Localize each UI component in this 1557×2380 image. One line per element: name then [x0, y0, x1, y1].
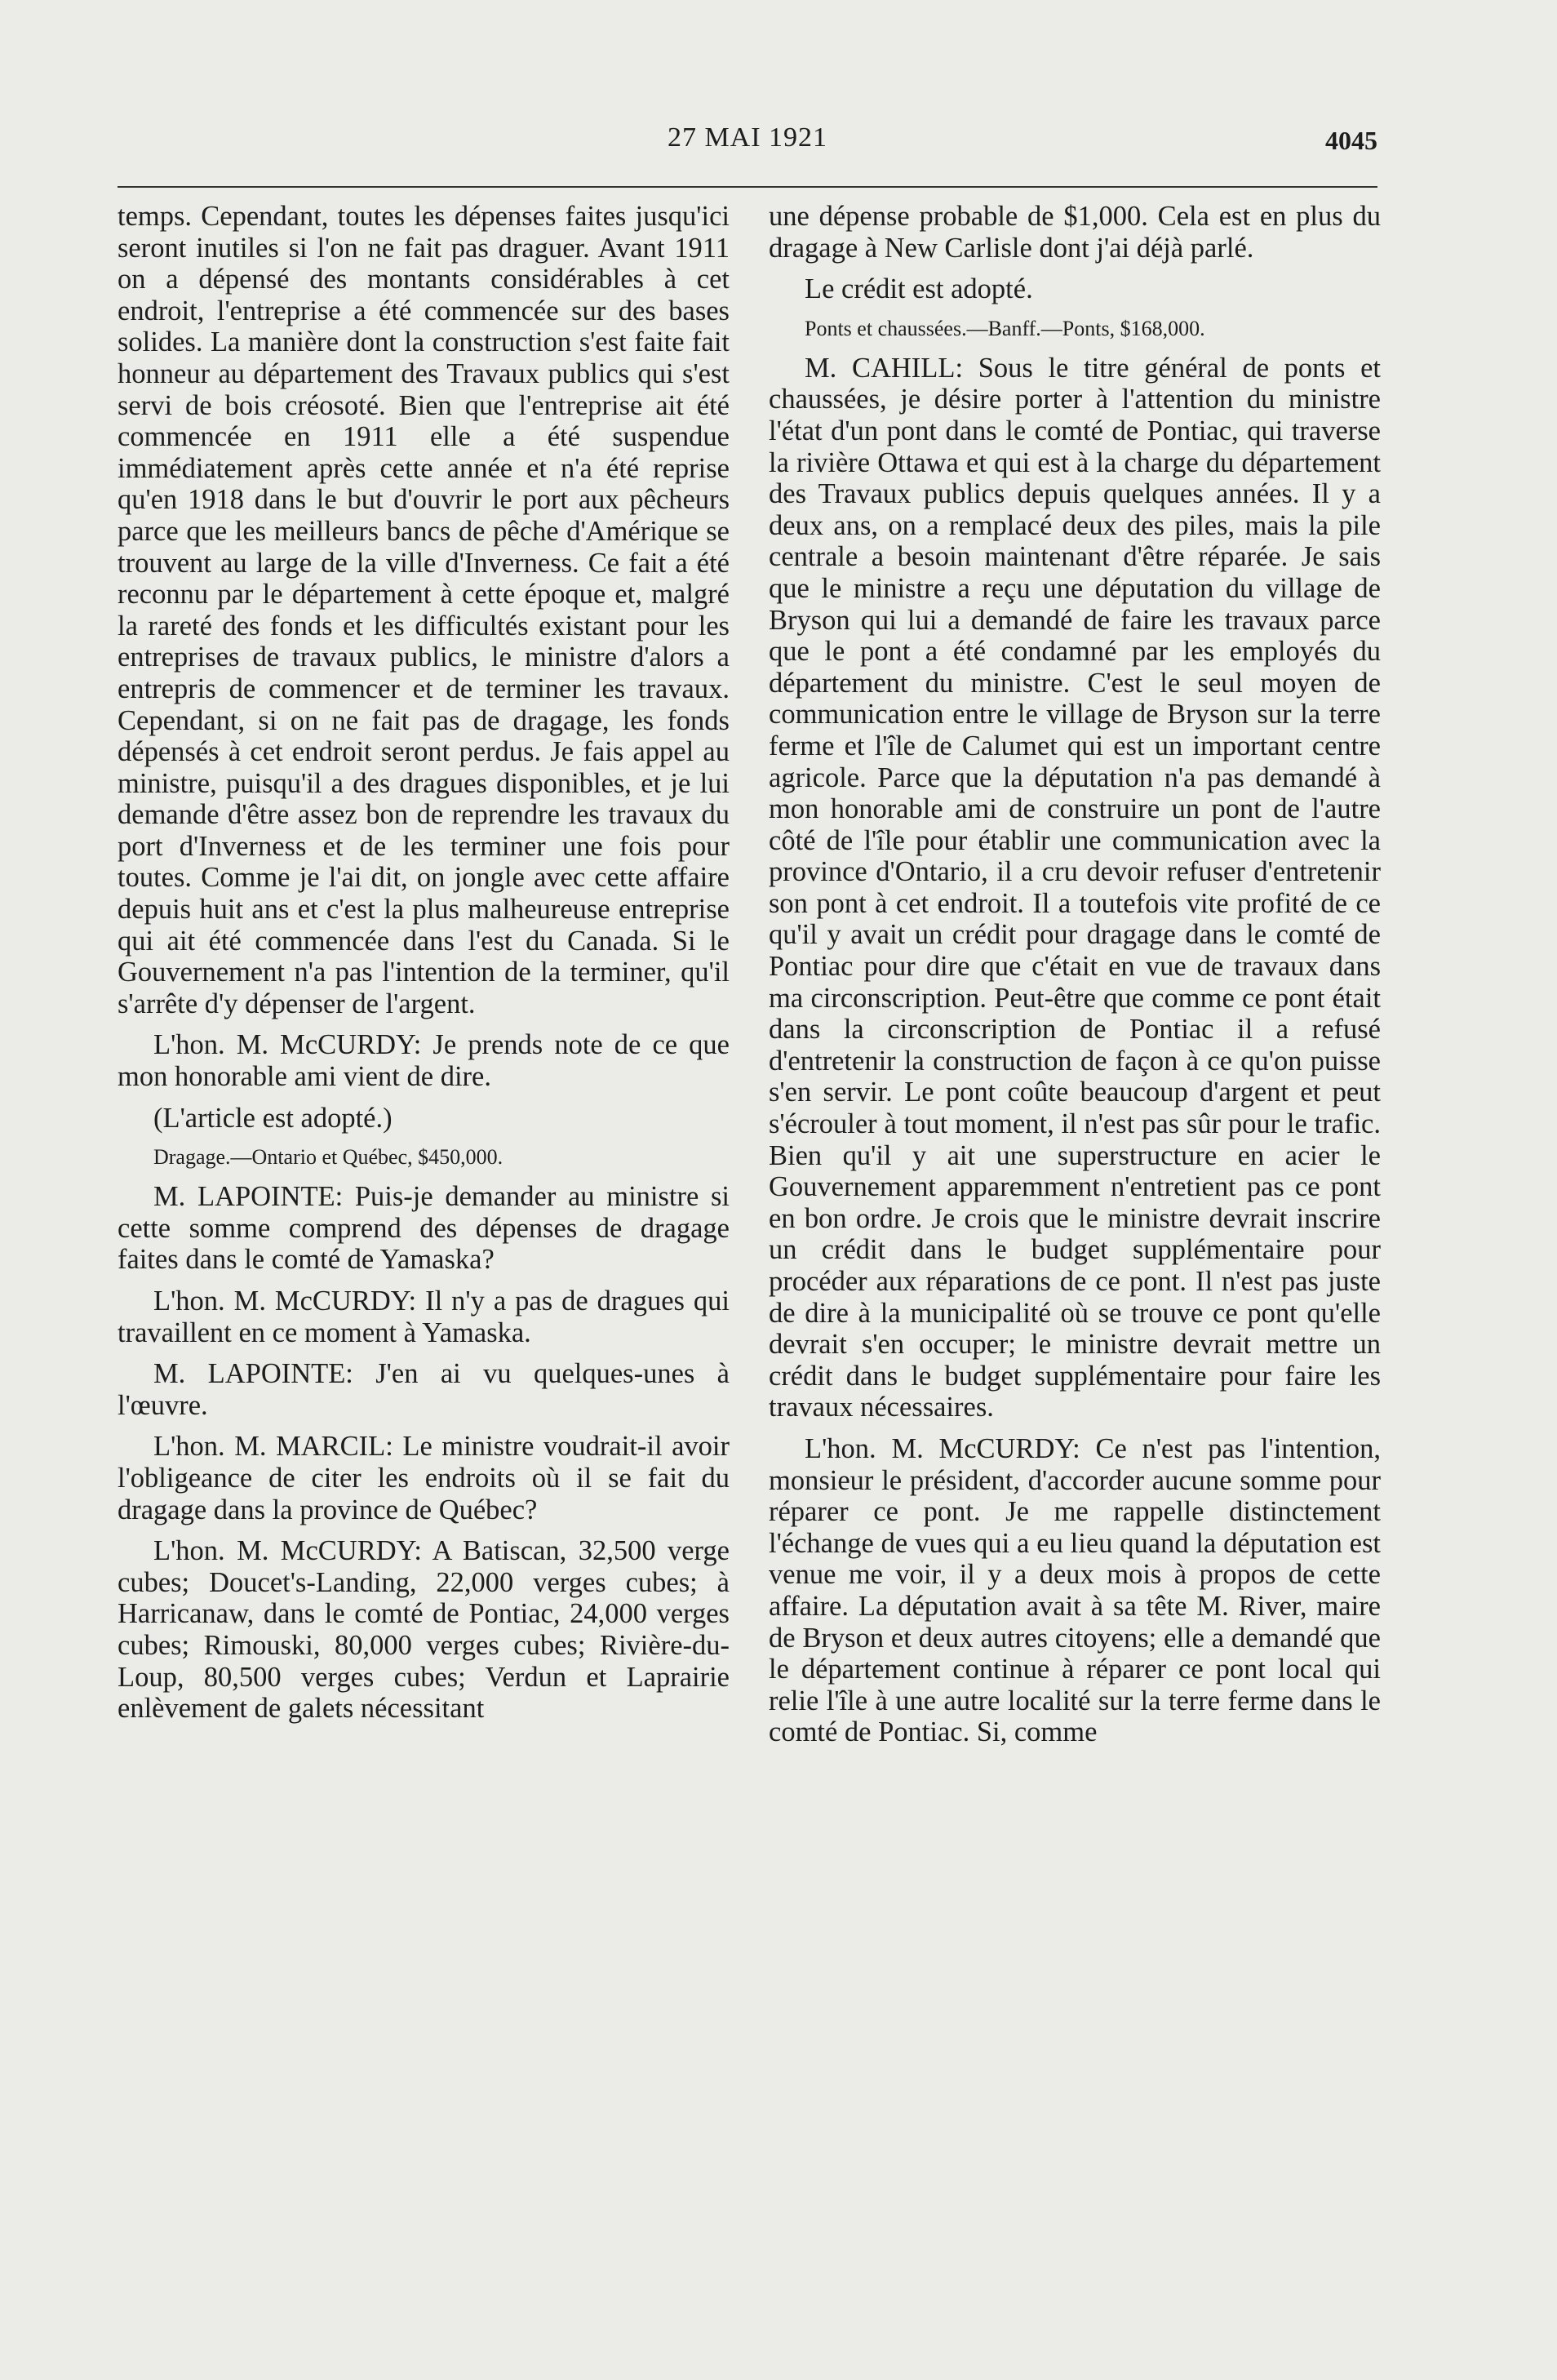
- header-rule: [118, 186, 1377, 188]
- paragraph: M. LAPOINTE: Puis-je demander au ministre si cette somme comprend des dépenses de dragage faites dans le comté de Yamaska?: [118, 1181, 730, 1276]
- paragraph: L'hon. M. McCURDY: Il n'y a pas de dragues qui travaillent en ce moment à Yamaska.: [118, 1285, 730, 1348]
- page-number: 4045: [1325, 126, 1377, 155]
- paragraph: M. LAPOINTE: J'en ai vu quelques-unes à l'œuvre.: [118, 1358, 730, 1421]
- paragraph: L'hon. M. McCURDY: Ce n'est pas l'intention, monsieur le président, d'accorder aucune somme pour réparer ce pont. Je me rappelle distinctement l'échange de vues qui a eu lieu quand la députation est venue me voir, il y a deux mois à propos de cette affaire. La députation avait à sa tête M. River, maire de Bryson et deux autres citoyens; elle a demandé que le département continue à réparer ce pont local qui relie l'île à une autre localité sur la terre ferme dans le comté de Pontiac. Si, comme: [769, 1432, 1381, 1748]
- paragraph: (L'article est adopté.): [153, 1102, 393, 1134]
- paragraph: L'hon. M. McCURDY: Je prends note de ce que mon honorable ami vient de dire.: [118, 1029, 730, 1093]
- header-date: 27 MAI 1921: [667, 122, 828, 153]
- paragraph: L'hon. M. MARCIL: Le ministre voudrait-il avoir l'obligeance de citer les endroits où il se fait du dragage dans la province de Québec?: [118, 1431, 730, 1525]
- paragraph: M. CAHILL: Sous le titre général de ponts et chaussées, je désire porter à l'attention du ministre l'état d'un pont dans le comté de Pontiac, qui traverse la rivière Ottawa et qui est à la charge du département des Travaux publics depuis quelques années. Il y a deux ans, on a remplacé deux des piles, mais la pile centrale a besoin maintenant d'être réparée. Je sais que le ministre a reçu une députation du village de Bryson qui lui a demandé de faire les travaux parce que le pont a été condamné par les employés du département du ministre. C'est le seul moyen de communication entre le village de Bryson sur la terre ferme et l'île de Calumet qui est un important centre agricole. Parce que la députation n'a pas demandé à mon honorable ami de construire un pont de l'autre côté de l'île pour établir une communication avec la province d'Ontario, il a cru devoir refuser d'entretenir son pont à cet endroit. Il a toutefois vite profité de ce qu'il y avait un crédit pour dragage dans le comté de Pontiac pour dire que c'était en vue de travaux dans ma circonscription. Peut-être que comme ce pont était dans la circonscription de Pontiac il a refusé d'entretenir la construction de façon à ce qu'on puisse s'en servir. Le pont coûte beaucoup d'argent et peut s'écrouler à tout moment, il n'est pas sûr pour le trafic. Bien qu'il y ait une superstructure en acier le Gouvernement apparemment n'entretient pas ce pont en bon ordre. Je crois que le ministre devrait inscrire un crédit dans le budget supplémentaire pour procéder aux réparations de ce pont. Il n'est pas juste de dire à la municipalité où se trouve ce pont qu'elle devrait s'en occuper; le ministre devrait mettre un crédit dans le budget supplémentaire pour faire les travaux nécessaires.: [769, 352, 1381, 1423]
- left-column: [118, 201, 730, 1725]
- right-column: [769, 201, 1381, 1748]
- paragraph: une dépense probable de $1,000. Cela est en plus du dragage à New Carlisle dont j'ai déjà parlé.: [769, 201, 1381, 264]
- budget-item-heading: Dragage.—Ontario et Québec, $450,000.: [153, 1145, 503, 1170]
- paragraph: L'hon. M. McCURDY: A Batiscan, 32,500 verge cubes; Doucet's-Landing, 22,000 verges cubes; à Harricanaw, dans le comté de Pontiac, 24,000 verges cubes; Rimouski, 80,000 verges cubes; Rivière-du-Loup, 80,500 verges cubes; Verdun et Laprairie enlèvement de galets nécessitant: [118, 1535, 730, 1725]
- budget-item-heading: Ponts et chaussées.—Banff.—Ponts, $168,000.: [805, 316, 1205, 340]
- paragraph: temps. Cependant, toutes les dépenses faites jusqu'ici seront inutiles si l'on ne fait pas draguer. Avant 1911 on a dépensé des montants considérables à cet endroit, l'entreprise a été commencée sur des bases solides. La manière dont la construction s'est faite fait honneur au département des Travaux publics qui s'est servi de bois créosoté. Bien que l'entreprise ait été commencée en 1911 elle a été suspendue immédiatement après cette année et n'a été reprise qu'en 1918 dans le but d'ouvrir le port aux pêcheurs parce que les meilleurs bancs de pêche d'Amérique se trouvent au large de la ville d'Inverness. Ce fait a été reconnu par le département à cette époque et, malgré la rareté des fonds et les difficultés existant pour les entreprises de travaux publics, le ministre d'alors a entrepris de commencer et de terminer les travaux. Cependant, si on ne fait pas de dragage, les fonds dépensés à cet endroit seront perdus. Je fais appel au ministre, puisqu'il a des dragues disponibles, et je lui demande d'être assez bon de reprendre les travaux du port d'Inverness et de les terminer une fois pour toutes. Comme je l'ai dit, on jongle avec cette affaire depuis huit ans et c'est la plus malheureuse entreprise qui ait été commencée dans l'est du Canada. Si le Gouvernement n'a pas l'intention de la terminer, qu'il s'arrête d'y dépenser de l'argent.: [118, 201, 730, 1019]
- paragraph: Le crédit est adopté.: [805, 273, 1033, 305]
- page-header: [118, 122, 1377, 171]
